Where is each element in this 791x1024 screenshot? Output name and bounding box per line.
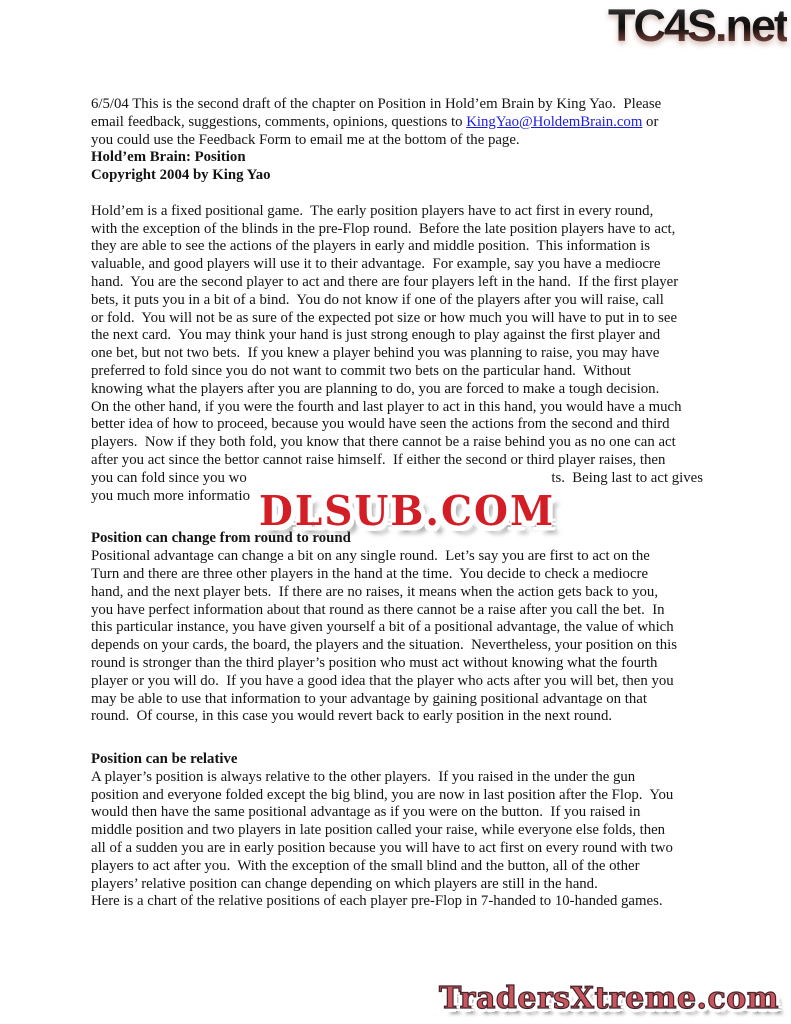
email-link[interactable]: KingYao@HoldemBrain.com: [466, 113, 643, 130]
body-line: would then have the same positional advantage as if you were on the button. If you raised in: [91, 804, 641, 821]
intro-paragraph: [91, 96, 711, 149]
body-line: middle position and two players in late position called your raise, while everyone else folds, then: [91, 822, 666, 839]
chapter-title: Hold’em Brain: Position: [91, 149, 246, 166]
body-line: A player’s position is always relative to the other players. If you raised in the under the gun: [91, 768, 636, 785]
body-line: the next card. You may think your hand is just strong enough to play against the first player and: [91, 327, 661, 344]
body-line: one bet, but not two bets. If you knew a player behind you was planning to raise, you may have: [91, 345, 660, 362]
tc4s-logo[interactable]: TC4S.net: [607, 0, 787, 51]
section: [91, 530, 711, 726]
body-line-fragment-right: ts. Being last to act gives: [551, 469, 703, 486]
body-line: after you act since the bettor cannot raise himself. If either the second or third player raises, then: [91, 451, 666, 468]
body-line-fragment: email feedback, suggestions, comments, opinions, questions to: [91, 113, 467, 130]
body-line: you could use the Feedback Form to email me at the bottom of the page.: [91, 131, 520, 148]
body-line: player or you will do. If you have a good idea that the player who acts after you will bet, then you: [91, 672, 674, 689]
body-line: they are able to see the actions of the players in early and middle position. This information is: [91, 238, 650, 255]
body-line: Hold’em is a fixed positional game. The early position players have to act first in every round,: [91, 202, 654, 219]
body-line: round is stronger than the third player’s position who must act without knowing what the fourth: [91, 654, 658, 671]
section: [91, 203, 711, 506]
section-heading: Position can change from round to round: [91, 530, 351, 547]
body-line-fragment-left: you can fold since you wo: [91, 469, 247, 486]
body-line: position and everyone folded except the big blind, you are now in last position after the Flop. You: [91, 786, 674, 803]
body-line: preferred to fold since you do not want to commit two bets on the particular hand. Without: [91, 362, 631, 379]
body-line: bets, it puts you in a bit of a bind. You do not know if one of the players after you will raise, call: [91, 291, 664, 308]
body-line: knowing what the players after you are planning to do, you are forced to make a tough decision.: [91, 380, 660, 397]
body-line: On the other hand, if you were the fourth and last player to act in this hand, you would have a much: [91, 398, 682, 415]
body-line: 6/5/04 This is the second draft of the chapter on Position in Hold’em Brain by King Yao. Please: [91, 96, 662, 112]
section-heading: Position can be relative: [91, 751, 238, 768]
body-line: round. Of course, in this case you would revert back to early position in the next round.: [91, 708, 613, 725]
copyright-line: Copyright 2004 by King Yao: [91, 167, 271, 184]
body-line: you have perfect information about that round as there cannot be a raise after you call the bet. In: [91, 601, 665, 618]
body-line: valuable, and good players will use it to their advantage. For example, say you have a mediocre: [91, 256, 661, 273]
body-line: with the exception of the blinds in the pre-Flop round. Before the late position players have to act,: [91, 220, 676, 237]
body-line: may be able to use that information to your advantage by gaining positional advantage on that: [91, 690, 647, 707]
sections-container: [91, 203, 711, 911]
body-line: or fold. You will not be as sure of the expected pot size or how much you will have to put in to see: [91, 309, 678, 326]
body-line: players to act after you. With the exception of the small blind and the button, all of the other: [91, 857, 640, 874]
body-line: Turn and there are three other players in the hand at the time. You decide to check a mediocre: [91, 565, 649, 582]
body-line: hand. You are the second player to act and there are four players left in the hand. If the first player: [91, 273, 679, 290]
body-line: Here is a chart of the relative positions of each player pre-Flop in 7-handed to 10-handed games.: [91, 893, 663, 910]
body-line: players’ relative position can change depending on which players are still in the hand.: [91, 875, 598, 892]
dlsub-watermark: DLSUB.COM: [259, 487, 556, 536]
body-line: you much more informatio: [91, 487, 251, 504]
body-line: better idea of how to proceed, because you would have seen the actions from the second and third: [91, 416, 670, 433]
body-line: Positional advantage can change a bit on any single round. Let’s say you are first to act on the: [91, 548, 650, 565]
section: [91, 751, 711, 911]
body-line-fragment: or: [642, 113, 659, 130]
body-line: players. Now if they both fold, you know that there cannot be a raise behind you as no one can act: [91, 434, 676, 451]
body-line: this particular instance, you have given yourself a bit of a positional advantage, the value of which: [91, 619, 674, 636]
body-line: depends on your cards, the board, the players and the situation. Nevertheless, your position on this: [91, 637, 677, 654]
body-line: [91, 470, 703, 488]
body-line: hand, and the next player bets. If there are no raises, it means when the action gets back to you,: [91, 583, 659, 600]
title-block: [91, 149, 711, 185]
body-line: all of a sudden you are in early position because you will have to act first on every round with two: [91, 840, 673, 857]
body-line: [91, 114, 711, 132]
tradersxtreme-logo[interactable]: TradersXtreme.com: [439, 981, 779, 1016]
